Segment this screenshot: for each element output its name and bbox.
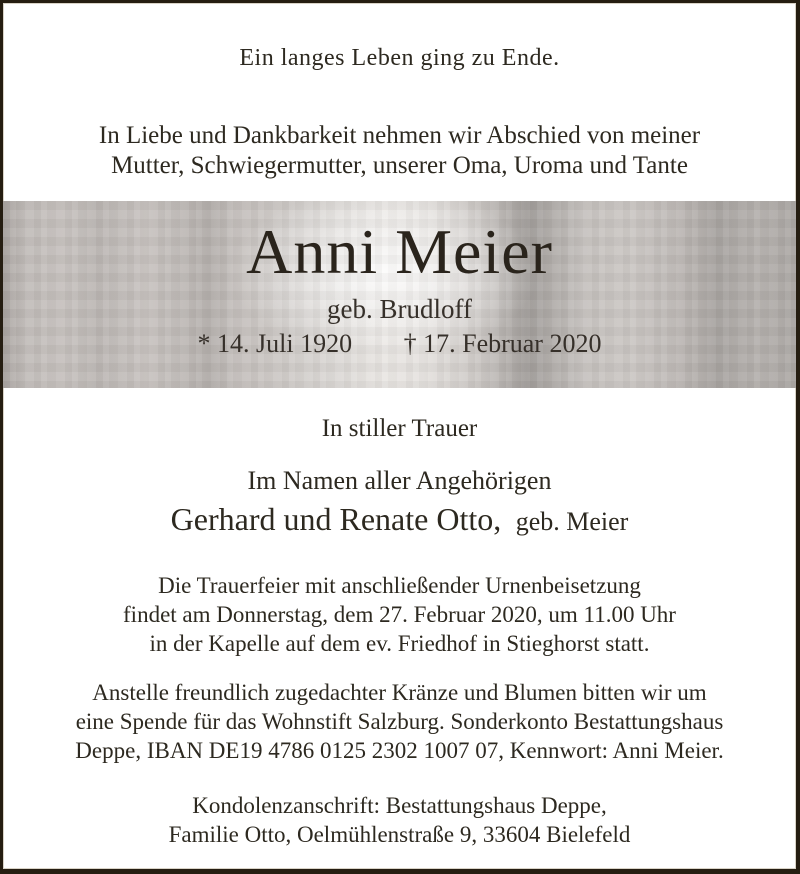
condolence-info [3,791,796,849]
service-info [3,571,796,658]
intro-line-2: Mutter, Schwiegermutter, unserer Oma, Uroma und Tante [111,152,688,179]
life-dates [3,329,796,359]
service-line-1: Die Trauerfeier mit anschließender Urnenbeisetzung [158,573,641,598]
intro-text [3,121,796,181]
birth-date: * 14. Juli 1920 [197,329,353,358]
donation-line-3: Deppe, IBAN DE19 4786 0125 2302 1007 07, Kennwort: Anni Meier. [75,738,724,763]
service-line-2: findet am Donnerstag, dem 27. Februar 2020, um 11.00 Uhr [123,602,676,627]
intro-line-1: In Liebe und Dankbarkeit nehmen wir Abschied von meiner [98,122,701,149]
memorial-photo-banner [3,201,796,388]
mourning-line: In stiller Trauer [321,415,478,442]
donation-line-1: Anstelle freundlich zugedachter Kränze und Blumen bitten wir um [92,680,707,705]
maiden-name: geb. Brudloff [327,294,472,324]
condolence-line-1: Kondolenzanschrift: Bestattungshaus Deppe, [192,793,607,818]
donation-info [3,678,796,765]
family-names: Gerhard und Renate Otto, [170,501,502,537]
opening-line: Ein langes Leben ging zu Ende. [239,45,560,71]
service-line-3: in der Kapelle auf dem ev. Friedhof in Stieghorst statt. [149,631,650,656]
deceased-name: Anni Meier [246,216,553,287]
family-maiden-suffix: geb. Meier [515,507,629,536]
donation-line-2: eine Spende für das Wohnstift Salzburg. Sonderkonto Bestattungshaus [75,709,724,734]
on-behalf-line: Im Namen aller Angehörigen [247,466,552,495]
death-date: † 17. Februar 2020 [403,329,602,358]
condolence-line-2: Familie Otto, Oelmühlenstraße 9, 33604 Bielefeld [168,822,631,847]
family-line [3,500,796,541]
